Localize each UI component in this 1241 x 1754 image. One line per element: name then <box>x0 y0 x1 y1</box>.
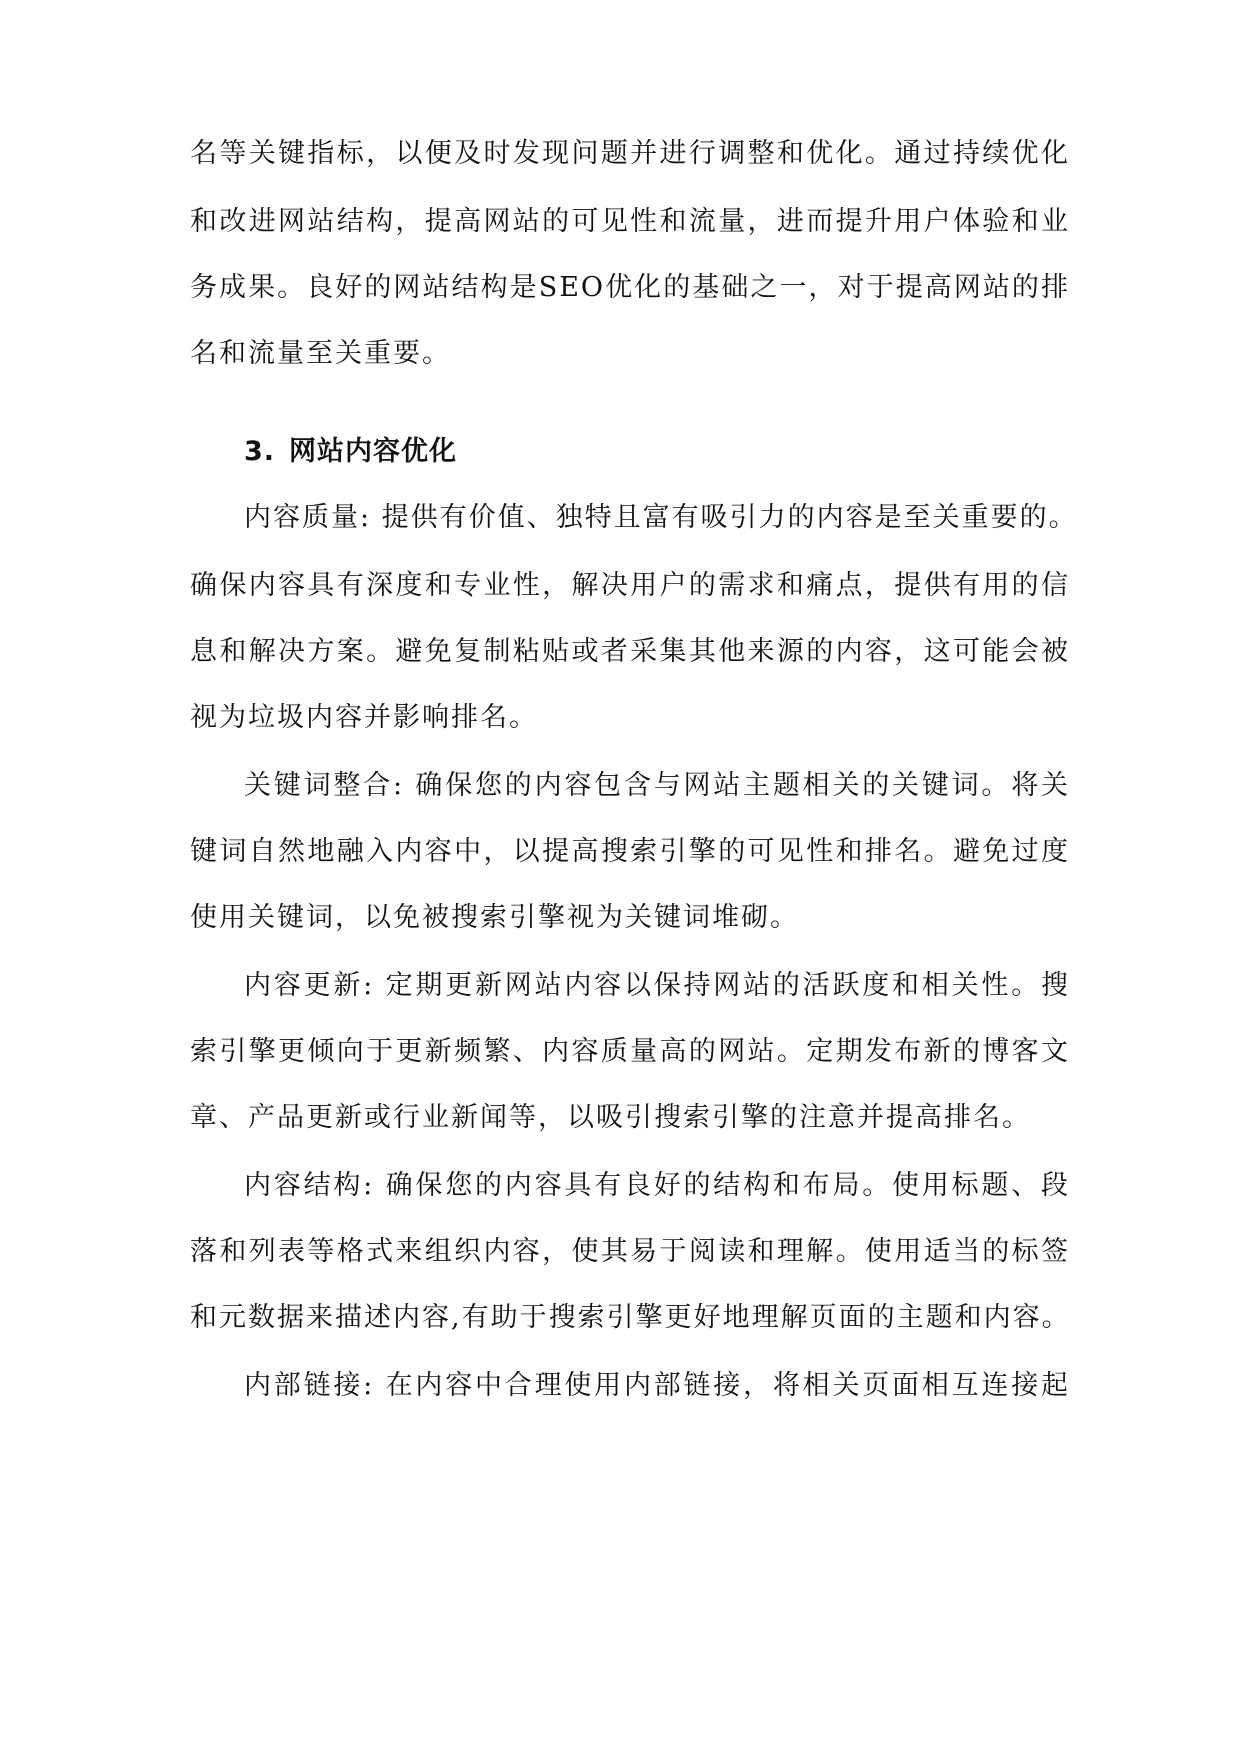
section-number: 3. <box>244 436 276 467</box>
paragraph-line: 章、产品更新或行业新闻等，以吸引搜索引擎的注意并提高排名。 <box>190 1102 1031 1133</box>
paragraph-line: 键词自然地融入内容中，以提高搜索引擎的可见性和排名。避免过度 <box>190 836 1070 867</box>
paragraph-line: 息和解决方案。避免复制粘贴或者采集其他来源的内容，这可能会被 <box>190 636 1070 667</box>
paragraph-line: 和元数据来描述内容,有助于搜索引擎更好地理解页面的主题和内容。 <box>190 1302 1071 1333</box>
paragraph-line: 和改进网站结构，提高网站的可见性和流量，进而提升用户体验和业 <box>190 206 1070 237</box>
paragraph-line: 内部链接: 在内容中合理使用内部链接，将相关页面相互连接起 <box>244 1370 1070 1401</box>
paragraph-line: 内容结构: 确保您的内容具有良好的结构和布局。使用标题、段 <box>244 1170 1070 1201</box>
section-heading <box>244 432 457 472</box>
paragraph-line: 名和流量至关重要。 <box>190 338 451 369</box>
paragraph-line: 关键词整合: 确保您的内容包含与网站主题相关的关键词。将关 <box>244 770 1070 801</box>
paragraph-line: 内容更新: 定期更新网站内容以保持网站的活跃度和相关性。搜 <box>244 970 1070 1001</box>
section-title: 网站内容优化 <box>289 436 458 467</box>
paragraph-line: 确保内容具有深度和专业性，解决用户的需求和痛点，提供有用的信 <box>190 570 1070 601</box>
paragraph-line: 务成果。良好的网站结构是SEO优化的基础之一，对于提高网站的排 <box>190 272 1070 303</box>
paragraph-line: 落和列表等格式来组织内容，使其易于阅读和理解。使用适当的标签 <box>190 1236 1070 1267</box>
paragraph-line: 名等关键指标，以便及时发现问题并进行调整和优化。通过持续优化 <box>190 138 1070 169</box>
paragraph-line: 使用关键词，以免被搜索引擎视为关键词堆砌。 <box>190 902 799 933</box>
paragraph-line: 内容质量: 提供有价值、独特且富有吸引力的内容是至关重要的。 <box>244 502 1078 533</box>
paragraph-line: 索引擎更倾向于更新频繁、内容质量高的网站。定期发布新的博客文 <box>190 1036 1070 1067</box>
paragraph-line: 视为垃圾内容并影响排名。 <box>190 702 538 733</box>
